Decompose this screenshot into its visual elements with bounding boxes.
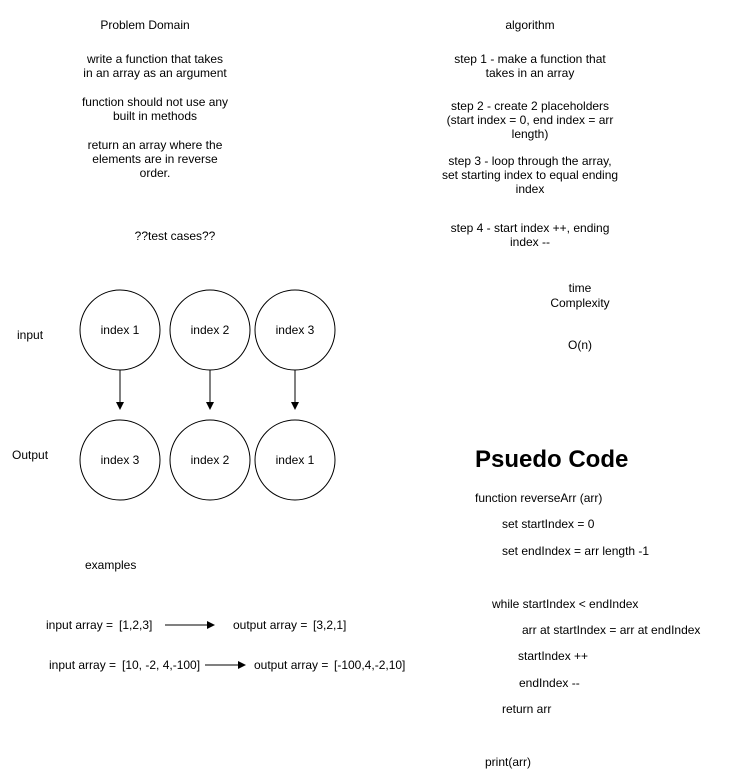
output-label: Output <box>12 448 49 462</box>
pseudo-code-line: arr at startIndex = arr at endIndex <box>522 623 701 637</box>
complexity-label: time <box>568 281 592 295</box>
problem-domain-line: function should not use any <box>81 95 229 109</box>
algorithm-step: step 3 - loop through the array, <box>448 154 612 168</box>
pseudo-code-title: Psuedo Code <box>475 446 629 473</box>
example-output-value: [-100,4,-2,10] <box>334 658 406 672</box>
example-input-value: [10, -2, 4,-100] <box>122 658 201 672</box>
complexity-label: Complexity <box>550 296 610 310</box>
pseudo-code-line: while startIndex < endIndex <box>492 597 639 611</box>
algorithm-step: index <box>515 182 545 196</box>
input-node-label: index 1 <box>100 323 140 337</box>
input-label: input <box>17 328 44 342</box>
output-node-label: index 1 <box>275 453 315 467</box>
examples-title: examples <box>85 558 137 572</box>
test-cases-label: ??test cases?? <box>134 229 216 243</box>
example-output-value: [3,2,1] <box>313 618 347 632</box>
pseudo-code-line: return arr <box>502 702 552 716</box>
example-input-value: [1,2,3] <box>119 618 153 632</box>
input-node-label: index 2 <box>190 323 230 337</box>
example-output-label: output array = <box>233 618 308 632</box>
algorithm-step: (start index = 0, end index = arr <box>446 113 614 127</box>
problem-domain-title: Problem Domain <box>100 18 190 32</box>
algorithm-step: index -- <box>509 235 551 249</box>
example-input-label: input array = <box>46 618 114 632</box>
algorithm-step: step 1 - make a function that <box>454 52 606 66</box>
problem-domain-line: order. <box>139 166 171 180</box>
output-node-label: index 3 <box>100 453 140 467</box>
example-input-label: input array = <box>49 658 117 672</box>
output-node-label: index 2 <box>190 453 230 467</box>
pseudo-code-line: print(arr) <box>485 755 532 769</box>
problem-domain-line: in an array as an argument <box>83 66 227 80</box>
pseudo-code-line: endIndex -- <box>519 676 580 690</box>
algorithm-step: step 2 - create 2 placeholders <box>450 99 610 113</box>
problem-domain-line: built in methods <box>112 109 198 123</box>
problem-domain-line: write a function that takes <box>86 52 224 66</box>
algorithm-step: length) <box>511 127 549 141</box>
complexity-value: O(n) <box>568 338 592 352</box>
problem-domain-line: elements are in reverse <box>92 152 218 166</box>
algorithm-step: step 4 - start index ++, ending <box>450 221 610 235</box>
algorithm-step: set starting index to equal ending <box>441 168 619 182</box>
algorithm-step: takes in an array <box>485 66 575 80</box>
problem-domain-line: return an array where the <box>87 138 223 152</box>
pseudo-code-line: set startIndex = 0 <box>502 517 595 531</box>
example-output-label: output array = <box>254 658 329 672</box>
pseudo-code-line: function reverseArr (arr) <box>475 491 603 505</box>
input-node-label: index 3 <box>275 323 315 337</box>
pseudo-code-line: set endIndex = arr length -1 <box>502 544 650 558</box>
algorithm-title: algorithm <box>505 18 555 32</box>
pseudo-code-line: startIndex ++ <box>518 649 589 663</box>
